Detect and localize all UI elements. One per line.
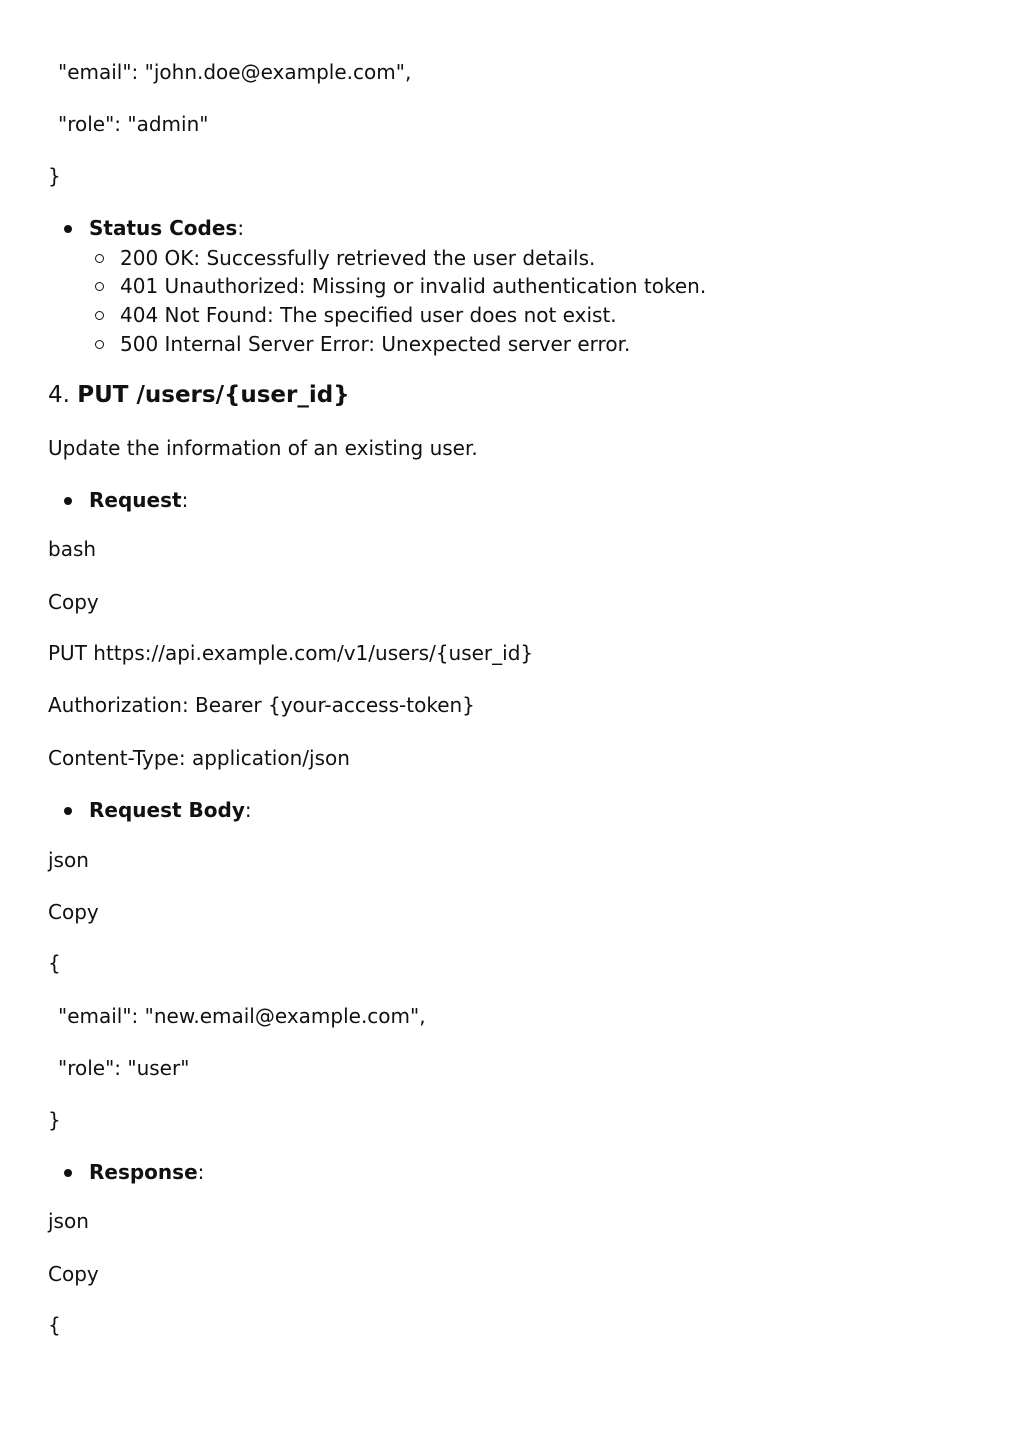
status-codes-colon: : [237, 216, 245, 240]
request-bullet [89, 487, 188, 513]
request-line: Content-Type: application/json [48, 746, 350, 770]
status-code-item: 401 Unauthorized: Missing or invalid authentication token. [120, 274, 707, 298]
response-open-brace: { [48, 1313, 61, 1337]
request-body-close-brace: } [48, 1108, 61, 1132]
status-codes-bullet [89, 215, 244, 241]
request-body-bullet [89, 797, 252, 823]
status-code-item: 500 Internal Server Error: Unexpected server error. [120, 332, 631, 356]
request-body-copy-button[interactable]: Copy [48, 900, 99, 924]
request-line: Authorization: Bearer {your-access-token} [48, 693, 475, 717]
request-label: Request [89, 488, 182, 512]
response-label: Response [89, 1160, 198, 1184]
section-description: Update the information of an existing user. [48, 436, 478, 460]
response-colon: : [197, 1160, 205, 1184]
request-body-lang-label: json [48, 848, 89, 872]
response-bullet [89, 1159, 204, 1185]
json-email-line: "email": "john.doe@example.com", [58, 60, 412, 84]
request-body-open-brace: { [48, 951, 61, 975]
request-body-role-line: "role": "user" [58, 1056, 190, 1080]
section-number: 4. [48, 382, 78, 408]
json-close-brace: } [48, 164, 61, 188]
request-body-label: Request Body [89, 798, 245, 822]
response-copy-button[interactable]: Copy [48, 1262, 99, 1286]
status-code-item: 200 OK: Successfully retrieved the user details. [120, 246, 596, 270]
status-code-item: 404 Not Found: The specified user does not exist. [120, 303, 617, 327]
request-body-email-line: "email": "new.email@example.com", [58, 1004, 426, 1028]
section-title: PUT /users/{user_id} [77, 382, 350, 408]
json-role-line: "role": "admin" [58, 112, 209, 136]
request-copy-button[interactable]: Copy [48, 590, 99, 614]
request-body-colon: : [244, 798, 252, 822]
status-codes-label: Status Codes [89, 216, 238, 240]
request-lang-label: bash [48, 537, 97, 561]
section-heading [48, 380, 350, 410]
request-line: PUT https://api.example.com/v1/users/{user_id} [48, 641, 534, 665]
request-colon: : [181, 488, 189, 512]
response-lang-label: json [48, 1209, 89, 1233]
